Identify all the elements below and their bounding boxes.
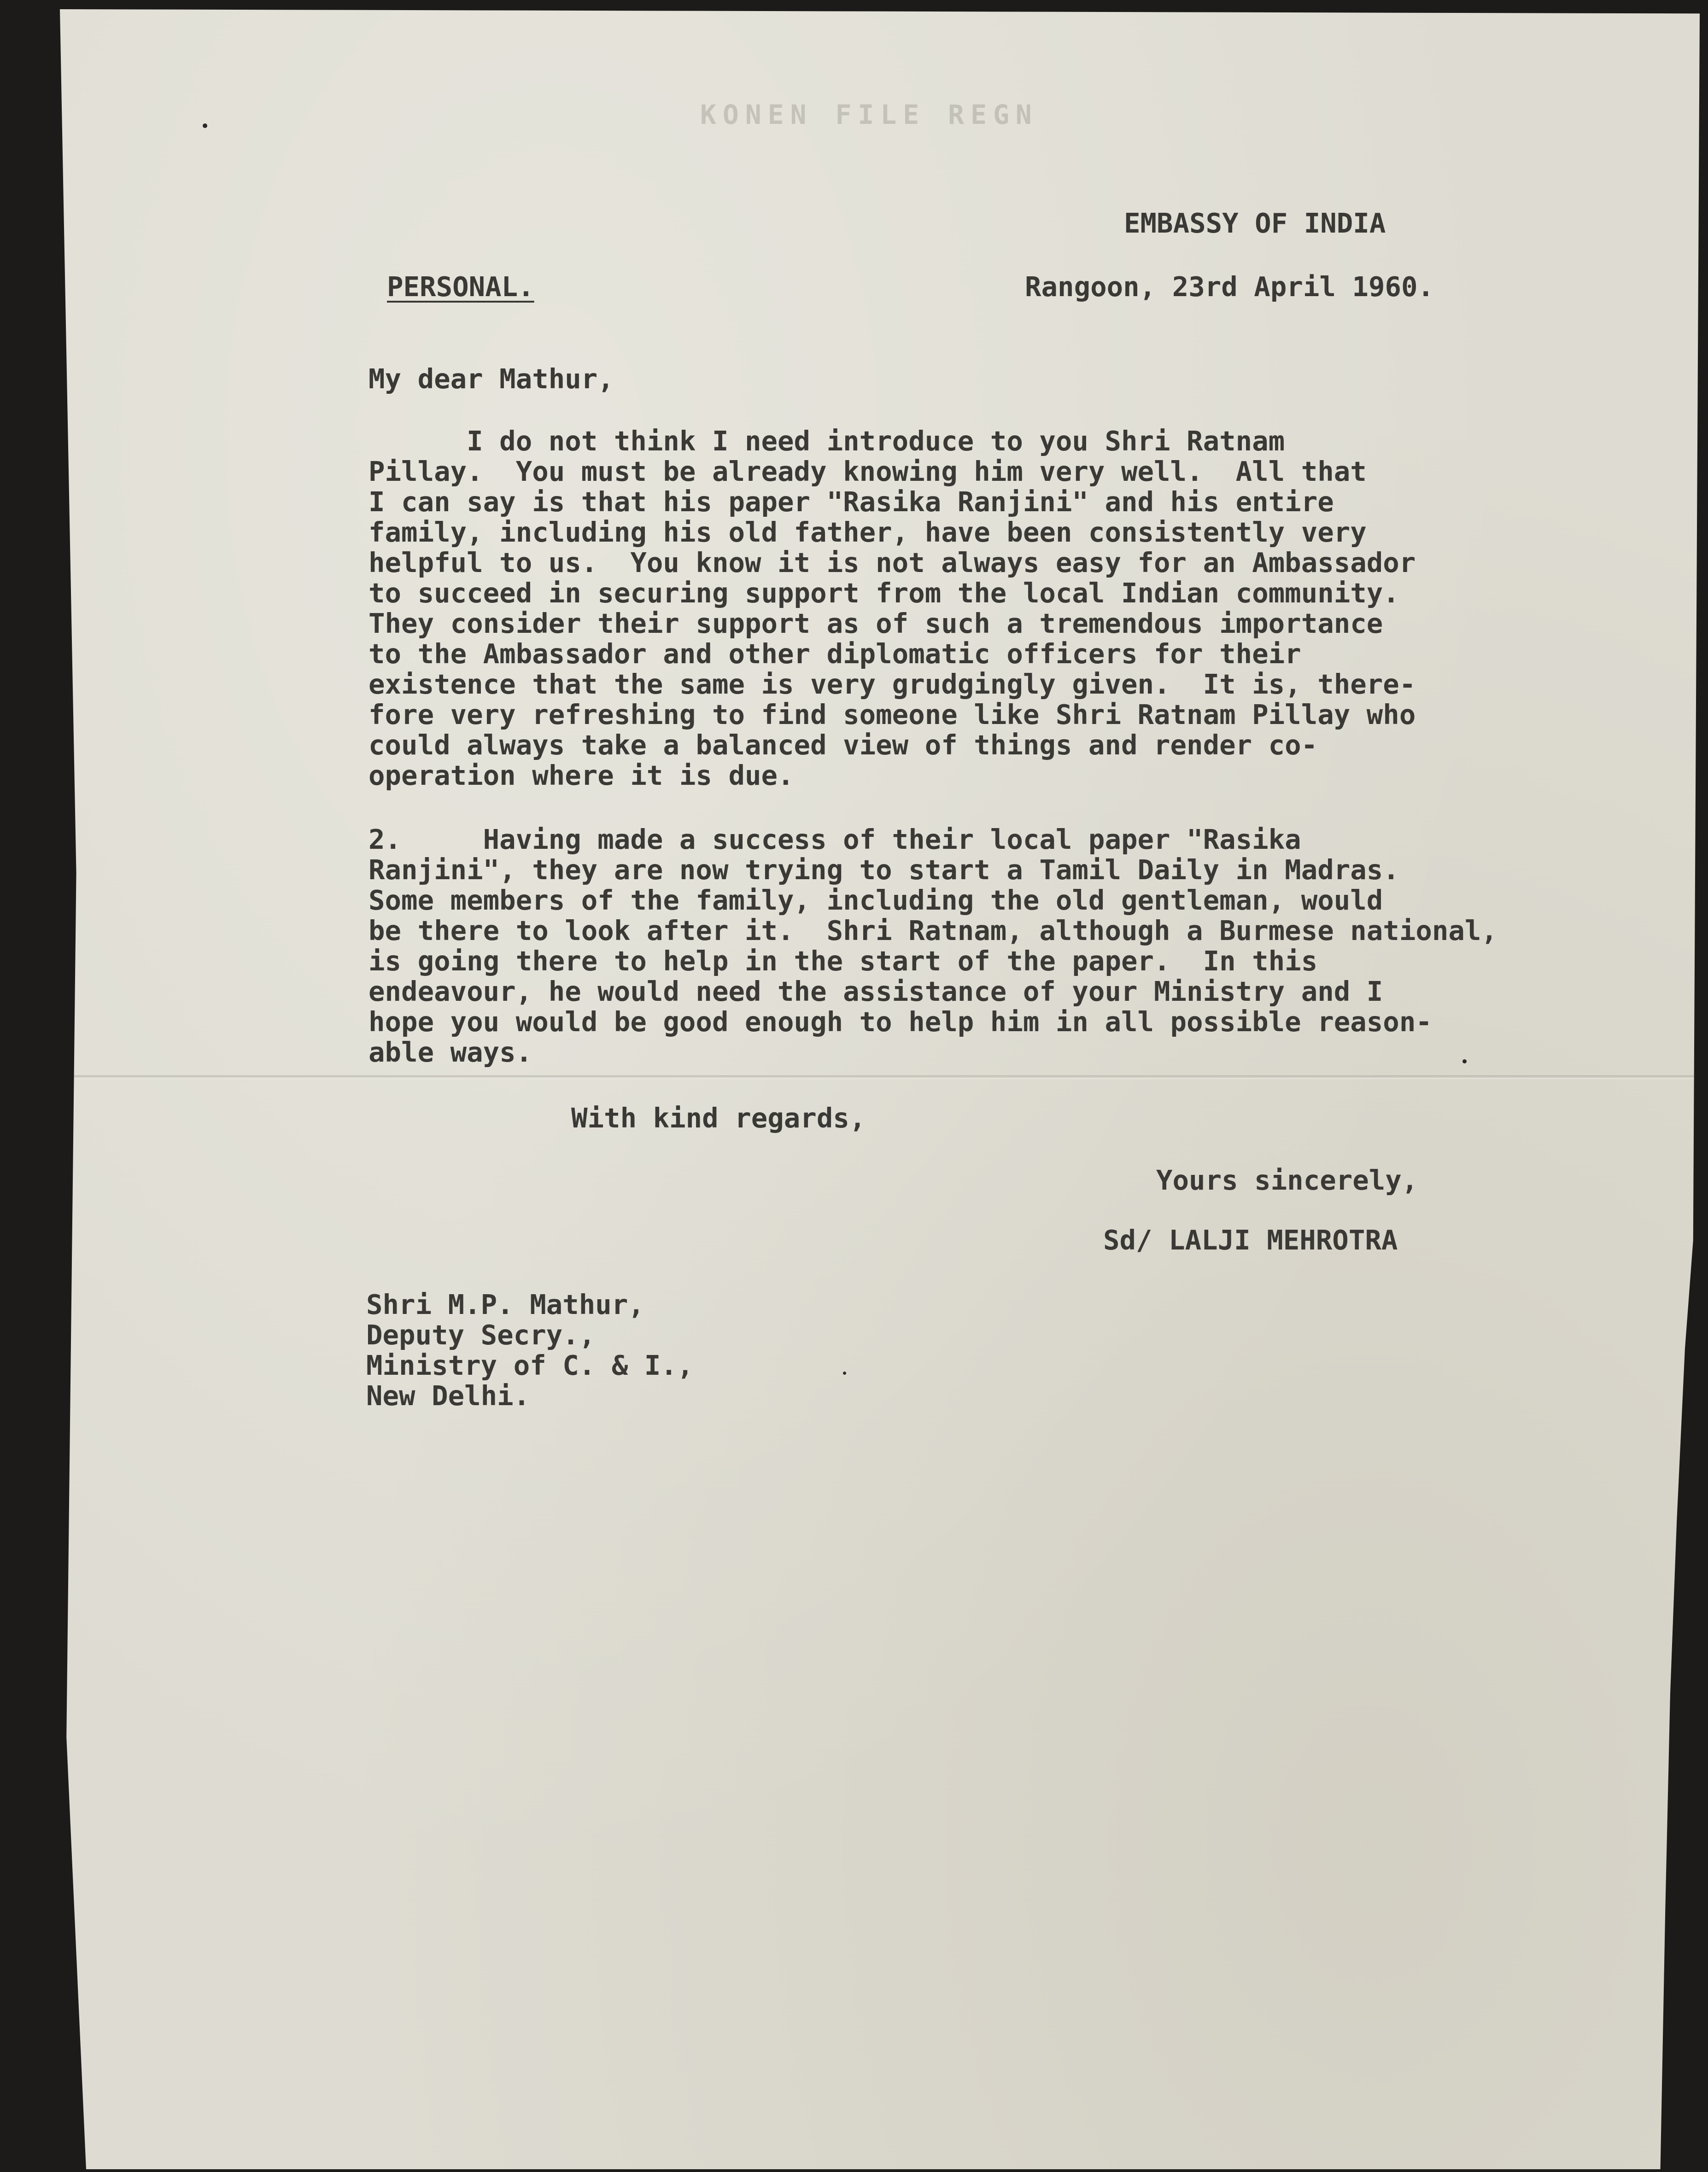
paper-fold-crease (60, 1075, 1700, 1079)
paragraph-line: is going there to help in the start of the paper. In this (369, 945, 1318, 977)
recipient-line: Ministry of C. & I., (366, 1349, 694, 1381)
paragraph-line: existence that the same is very grudgingly given. It is, there- (369, 668, 1416, 700)
paragraph-line: could always take a balanced view of things and render co- (369, 729, 1318, 761)
paragraph-line: fore very refreshing to find someone like Shri Ratnam Pillay who (369, 699, 1416, 730)
paragraph-line: endeavour, he would need the assistance of your Ministry and I (369, 975, 1383, 1007)
ink-speck (843, 1372, 846, 1375)
ink-speck (203, 123, 207, 128)
letter-page (60, 9, 1700, 2169)
place-and-date: Rangoon, 23rd April 1960. (1025, 271, 1434, 303)
letterhead-embassy: EMBASSY OF INDIA (1124, 207, 1386, 239)
ink-speck (1462, 1059, 1467, 1063)
paragraph-line: be there to look after it. Shri Ratnam, although a Burmese national, (369, 915, 1497, 946)
paragraph-line: I can say is that his paper "Rasika Ranjini" and his entire (369, 486, 1334, 518)
paragraph-line: to the Ambassador and other diplomatic officers for their (369, 638, 1301, 670)
closing-sign-off: Yours sincerely, (1156, 1164, 1418, 1196)
paragraph-line: They consider their support as of such a tremendous importance (369, 607, 1383, 639)
paragraph-line: Pillay. You must be already knowing him very well. All that (369, 455, 1367, 487)
paragraph-line: hope you would be good enough to help him in all possible reason- (369, 1006, 1432, 1038)
signature: Sd/ LALJI MEHROTRA (1103, 1224, 1398, 1256)
paragraph-line: helpful to us. You know it is not always easy for an Ambassador (369, 547, 1416, 578)
paragraph-line: operation where it is due. (369, 759, 794, 791)
classification-personal: PERSONAL. (387, 271, 534, 303)
recipient-line: Deputy Secry., (366, 1319, 596, 1351)
paragraph-line: able ways. (369, 1036, 532, 1068)
paragraph-line: 2. Having made a success of their local paper "Rasika (369, 823, 1301, 855)
paragraph-line: I do not think I need introduce to you Shri Ratnam (369, 425, 1285, 457)
paragraph-line: Ranjini", they are now trying to start a Tamil Daily in Madras. (369, 854, 1399, 886)
faint-stamp-show-through: KONEN FILE REGN (700, 99, 1038, 130)
paragraph-line: Some members of the family, including the old gentleman, would (369, 884, 1383, 916)
closing-regards: With kind regards, (571, 1102, 866, 1134)
paragraph-line: to succeed in securing support from the local Indian community. (369, 577, 1399, 609)
salutation: My dear Mathur, (369, 363, 614, 395)
recipient-line: Shri M.P. Mathur, (366, 1289, 644, 1320)
recipient-line: New Delhi. (366, 1380, 530, 1412)
paragraph-line: family, including his old father, have been consistently very (369, 516, 1367, 548)
